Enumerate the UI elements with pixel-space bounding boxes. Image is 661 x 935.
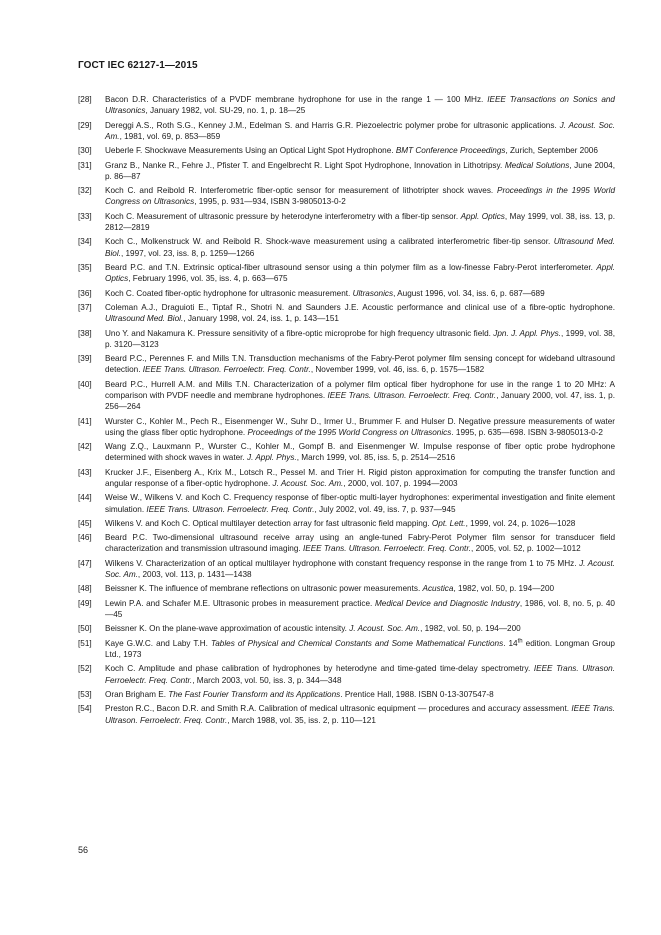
reference-text — [105, 145, 615, 156]
reference-text — [105, 302, 615, 324]
reference-text-part: , 1982, vol. 50, p. 194—200 — [453, 584, 555, 594]
reference-text-part: Beard P.C., Hurrell A.M. and Mills T.N. Characterization of a polymer film optical fiber hydrophone for use in the range 1 to 20 MHz: A comparison with PVDF needle and membrane hydrophones. — [105, 379, 615, 400]
reference-source-title: Ultrasonics — [352, 288, 394, 298]
reference-text-part: , January 1998, vol. 24, iss. 1, p. 143—151 — [183, 314, 339, 324]
reference-number: [54] — [78, 704, 92, 714]
reference-entry — [78, 288, 615, 299]
reference-entry — [78, 492, 615, 514]
reference-text-part: , 1982, vol. 50, p. 194—200 — [420, 624, 521, 634]
reference-source-title: Opt. Lett. — [431, 518, 466, 528]
reference-entry — [78, 703, 615, 725]
reference-entry — [78, 623, 615, 634]
reference-entry — [78, 353, 615, 375]
reference-entry — [78, 663, 615, 685]
reference-text-part: Ueberle F. Shockwave Measurements Using an Optical Light Spot Hydrophone. — [105, 146, 396, 156]
reference-source-title: BMT Conference Proceedings — [395, 146, 506, 156]
reference-text-part: , July 2002, vol. 49, iss. 7, p. 937—945 — [314, 504, 456, 514]
reference-text — [105, 492, 615, 514]
reference-text — [105, 288, 615, 299]
reference-entry — [78, 583, 615, 594]
reference-entry — [78, 302, 615, 324]
reference-source-title: Medical Solutions — [504, 160, 570, 170]
reference-source-title: J. Acoust. Soc. Am. — [105, 558, 615, 580]
reference-text-part: , March 2003, vol. 50, iss. 3, p. 344—348 — [192, 675, 342, 685]
reference-entry — [78, 598, 615, 620]
reference-text-part: Beissner K. The influence of membrane reflections on ultrasonic power measurements. — [105, 584, 423, 594]
reference-text — [105, 120, 615, 142]
reference-text-part: , January 2000, vol. 47, iss. 1, p. 256—264 — [105, 390, 615, 412]
reference-number: [48] — [78, 584, 92, 594]
reference-entry — [78, 518, 615, 529]
reference-number: [28] — [78, 95, 92, 104]
reference-source-title: IEEE Trans. Ultrason. Ferroelectr. Freq. Contr. — [327, 390, 497, 400]
reference-text-part: . Prentice Hall, 1988. ISBN 0-13-307547-8 — [340, 690, 494, 700]
reference-entry — [78, 689, 615, 700]
reference-number: [39] — [78, 354, 92, 364]
reference-source-title: Ultrasound Med. Biol. — [105, 237, 615, 258]
reference-text-part: , August 1996, vol. 34, iss. 6, p. 687—689 — [393, 288, 545, 298]
reference-source-title: J. Acoust. Soc. Am. — [272, 478, 344, 488]
reference-entry — [78, 94, 615, 116]
reference-text — [105, 262, 615, 284]
page-number: 56 — [78, 845, 89, 855]
reference-text — [105, 441, 615, 463]
reference-text — [105, 598, 615, 620]
reference-text-part: , 2003, vol. 113, p. 1431—1438 — [137, 570, 252, 580]
reference-entry — [78, 441, 615, 463]
reference-source-title: IEEE Trans. Ultrason. Ferroelectr. Freq. Contr. — [146, 504, 315, 514]
reference-text-part: , June 2004, p. 86—87 — [105, 160, 615, 181]
reference-source-title: Proceedings of the 1995 World Congress on Ultrasonics — [247, 427, 452, 437]
reference-entry — [78, 416, 615, 438]
reference-entry — [78, 558, 615, 580]
reference-number: [44] — [78, 493, 92, 503]
reference-text — [105, 638, 615, 660]
reference-source-title: IEEE Trans. Ultrason. Ferroelectr. Freq. Contr. — [105, 704, 616, 725]
reference-entry — [78, 120, 615, 142]
reference-number: [42] — [78, 442, 92, 452]
reference-number: [47] — [78, 558, 92, 568]
reference-text — [105, 532, 615, 554]
reference-source-title: IEEE Transactions on Sonics and Ultrasonics — [105, 95, 615, 116]
reference-entry — [78, 145, 615, 156]
reference-source-title: IEEE Trans. Ultrason. Ferroelectr. Freq. Contr. — [142, 365, 311, 375]
reference-text — [105, 558, 615, 580]
reference-text-part: Wilkens V. Characterization of an optical multilayer hydrophone with constant frequency response in the range from 1 to 75 MHz. — [105, 558, 580, 568]
reference-text-part: , 1995, p. 931—934, ISBN 3-9805013-0-2 — [194, 197, 346, 207]
reference-text — [105, 185, 615, 207]
reference-text-part: th — [517, 638, 523, 645]
reference-text — [105, 353, 615, 375]
reference-text — [105, 236, 615, 258]
reference-entry — [78, 467, 615, 489]
reference-number: [32] — [78, 186, 92, 196]
reference-number: [46] — [78, 533, 92, 543]
reference-text — [105, 623, 615, 634]
reference-source-title: Acustica — [422, 584, 454, 594]
reference-source-title: J. Acoust. Soc. Am. — [349, 624, 421, 634]
reference-text-part: , 1986, vol. 8, no. 5, p. 40—45 — [105, 598, 615, 620]
reference-text — [105, 379, 615, 413]
reference-number: [45] — [78, 518, 92, 528]
reference-text — [105, 518, 615, 529]
reference-number: [36] — [78, 288, 92, 298]
reference-text-part: Koch C., Molkenstruck W. and Reibold R. Shock-wave measurement using a calibrated interferometric fiber-tip sensor. — [105, 237, 554, 247]
reference-text — [105, 583, 615, 594]
reference-text-part: , 2005, vol. 52, p. 1002—1012 — [471, 544, 581, 554]
reference-text-part: , 1999, vol. 38, p. 3120—3123 — [105, 328, 615, 349]
reference-text — [105, 94, 615, 116]
reference-text — [105, 211, 615, 233]
reference-number: [41] — [78, 416, 92, 426]
reference-text-part: Preston R.C., Bacon D.R. and Smith R.A. Calibration of medical ultrasonic equipment — procedures and accuracy assessment. — [105, 704, 572, 714]
reference-source-title: Appl. Optics — [460, 211, 505, 221]
reference-number: [53] — [78, 690, 92, 700]
reference-text — [105, 328, 615, 350]
reference-text-part: . 14 — [503, 638, 518, 648]
reference-number: [38] — [78, 328, 92, 338]
reference-source-title: J. Appl. Phys. — [246, 453, 297, 463]
reference-text-part: Beissner K. On the plane-wave approximation of acoustic intensity. — [105, 624, 350, 634]
reference-text-part: , March 1999, vol. 85, iss. 5, p. 2514—2516 — [296, 453, 456, 463]
reference-text-part: Wilkens V. and Koch C. Optical multilayer detection array for fast ultrasonic field mapping. — [105, 518, 432, 528]
reference-text-part: , 2000, vol. 107, p. 1994—2003 — [343, 478, 458, 488]
reference-number: [30] — [78, 146, 92, 156]
reference-source-title: Medical Device and Diagnostic Industry — [374, 598, 520, 608]
reference-source-title: IEEE Trans. Ultrason. Ferroelectr. Freq. Contr. — [302, 544, 472, 554]
reference-source-title: Proceedings in the 1995 World Congress on Ultrasonics — [105, 186, 615, 207]
reference-number: [52] — [78, 664, 92, 674]
reference-source-title: Tables of Physical and Chemical Constants and Some Mathematical Functions — [210, 638, 504, 648]
reference-text-part: Beard P.C., Perennes F. and Mills T.N. Transduction mechanisms of the Fabry-Perot polymer film sensing concept for wideband ultrasound detection. — [105, 354, 615, 375]
reference-entry — [78, 532, 615, 554]
reference-entry — [78, 185, 615, 207]
reference-text-part: Lewin P.A. and Schafer M.E. Ultrasonic probes in measurement practice. — [105, 598, 375, 608]
reference-text-part: , Zurich, September 2006 — [505, 146, 598, 156]
reference-entry — [78, 638, 615, 660]
reference-text-part: Koch C. Coated fiber-optic hydrophone for ultrasonic measurement. — [105, 288, 353, 298]
reference-text-part: , May 1999, vol. 38, iss. 13, p. 2812—2819 — [105, 211, 615, 232]
reference-text-part: Krucker J.F., Eisenberg A., Krix M., Lotsch R., Pessel M. and Trier H. Rigid piston approximation for computing the transfer function and angular response of a fiber-optic hydrophone. — [105, 467, 615, 488]
reference-text-part: Beard P.C. and T.N. Extrinsic optical-fiber ultrasound sensor using a thin polymer film as a low-finesse Fabry-Perot interferometer. — [105, 262, 597, 272]
reference-source-title: J. Acoust. Soc. Am. — [105, 120, 615, 141]
reference-text-part: Dereggi A.S., Roth S.G., Kenney J.M., Edelman S. and Harris G.R. Piezoelectric polymer probe for ultrasonic applications. — [105, 120, 560, 130]
reference-text-part: Koch C. and Reibold R. Interferometric fiber-optic sensor for measurement of lithotripter shock waves. — [105, 186, 497, 196]
reference-text-part: , March 1988, vol. 35, iss. 2, p. 110—121 — [227, 715, 376, 725]
reference-text-part: , January 1982, vol. SU-29, no. 1, p. 18—25 — [145, 106, 306, 116]
reference-text-part: Wurster C., Kohler M., Pech R., Eisenmenger W., Suhr D., Irmer U., Brummer F. and Hulser D. Negative pressure measurements of water using the glass fiber optic hydrophone. — [105, 416, 615, 437]
reference-text-part: edition. Longman Group Ltd., 1973 — [105, 638, 615, 660]
reference-text-part: Bacon D.R. Characteristics of a PVDF membrane hydrophone for use in the range 1 — 100 MHz. — [105, 95, 488, 104]
reference-text — [105, 689, 615, 700]
reference-number: [50] — [78, 624, 92, 634]
reference-text-part: , November 1999, vol. 46, iss. 6, p. 1575—1582 — [310, 365, 485, 375]
reference-entry — [78, 236, 615, 258]
reference-number: [35] — [78, 262, 92, 272]
reference-text-part: , February 1996, vol. 35, iss. 4, p. 663—675 — [128, 274, 288, 284]
reference-entry — [78, 379, 615, 413]
reference-text-part: Uno Y. and Nakamura K. Pressure sensitivity of a fibre-optic microprobe for high frequency ultrasonic field. — [105, 328, 494, 338]
reference-entry — [78, 211, 615, 233]
reference-text-part: Koch C. Measurement of ultrasonic pressure by heterodyne interferometry with a fiber-tip sensor. — [105, 211, 461, 221]
reference-source-title: The Fast Fourier Transform and its Applications — [168, 690, 341, 700]
document-header: ГОСТ IEC 62127-1—2015 — [78, 60, 198, 71]
reference-text-part: , 1997, vol. 23, iss. 8, p. 1259—1266 — [120, 248, 255, 258]
reference-text-part: Koch C. Amplitude and phase calibration of hydrophones by heterodyne and time-gated time-delay spectrometry. — [105, 664, 534, 674]
reference-source-title: Jpn. J. Appl. Phys. — [493, 328, 562, 338]
reference-entry — [78, 262, 615, 284]
reference-text-part: Oran Brigham E. — [105, 690, 169, 700]
reference-text — [105, 160, 615, 182]
reference-text-part: Granz B., Nanke R., Fehre J., Pfister T. and Engelbrecht R. Light Spot Hydrophone, Innovation in Lithotripsy. — [105, 160, 505, 170]
reference-source-title: IEEE Trans. Ultrason. Ferroelectr. Freq. Contr. — [105, 664, 615, 685]
reference-entry — [78, 328, 615, 350]
reference-number: [34] — [78, 237, 92, 247]
reference-text-part: Kaye G.W.C. and Laby T.H. — [105, 638, 211, 648]
reference-list — [78, 94, 615, 729]
reference-text-part: Coleman A.J., Draguioti E., Tiptaf R., Shotri N. and Saunders J.E. Acoustic performance and clinical use of a fibre-optic hydrophone. — [105, 302, 615, 312]
reference-number: [49] — [78, 598, 92, 608]
reference-text — [105, 703, 615, 725]
reference-text-part: Wang Z.Q., Lauxmann P., Wurster C., Kohler M., Gompf B. and Eisenmenger W. Impulse response of fiber optic probe hydrophone determined with shock waves in water. — [105, 442, 615, 463]
reference-source-title: Ultrasound Med. Biol. — [105, 314, 184, 324]
reference-text-part: . 1995, p. 635—698. ISBN 3-9805013-0-2 — [451, 427, 603, 437]
reference-number: [43] — [78, 467, 92, 477]
reference-text-part: Weise W., Wilkens V. and Koch C. Frequency response of fiber-optic multi-layer hydrophones: experimental investigation and finite element simulation. — [105, 493, 615, 514]
reference-text-part: , 1999, vol. 24, p. 1026—1028 — [465, 518, 576, 528]
reference-text — [105, 416, 615, 438]
reference-text — [105, 663, 615, 685]
reference-source-title: Appl. Optics — [105, 262, 615, 284]
reference-number: [40] — [78, 379, 92, 389]
reference-text — [105, 467, 615, 489]
reference-number: [33] — [78, 211, 92, 221]
reference-number: [29] — [78, 120, 92, 130]
reference-entry — [78, 160, 615, 182]
reference-number: [37] — [78, 302, 92, 312]
reference-number: [51] — [78, 638, 92, 648]
reference-text-part: , 1981, vol. 69, p. 853—859 — [119, 131, 221, 141]
reference-number: [31] — [78, 160, 92, 170]
reference-text-part: Beard P.C. Two-dimensional ultrasound receive array using an angle-tuned Fabry-Perot Polymer film sensor for transducer field characterization and transmission ultrasound imaging. — [105, 533, 615, 554]
